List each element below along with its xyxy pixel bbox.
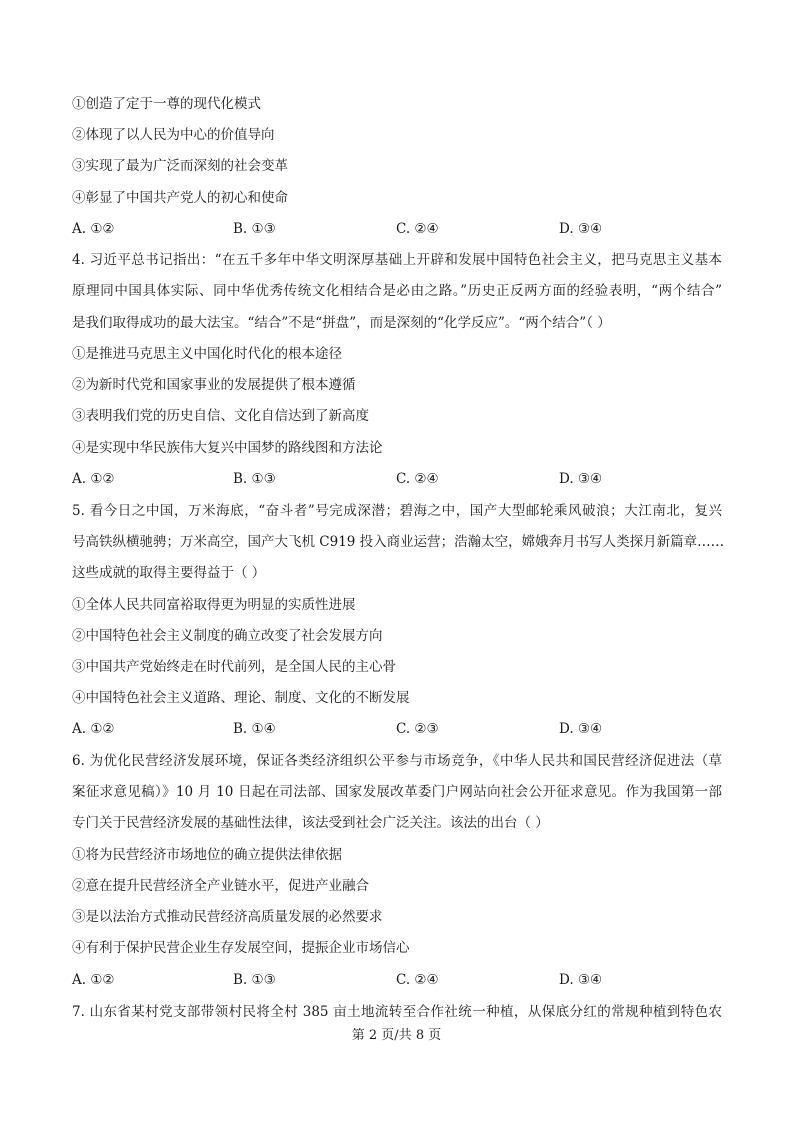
q6-option-b: B. ①③ bbox=[233, 972, 276, 988]
q6-item-3: ③是以法治方式推动民营经济高质量发展的必然要求 bbox=[72, 909, 383, 925]
q5-option-a: A. ①② bbox=[72, 721, 115, 737]
q5-item-2: ②中国特色社会主义制度的确立改变了社会发展方向 bbox=[72, 628, 383, 644]
q4-item-4: ④是实现中华民族伟大复兴中国梦的路线图和方法论 bbox=[72, 440, 383, 456]
q3-option-a: A. ①② bbox=[72, 221, 115, 237]
q6-item-2: ②意在提升民营经济全产业链水平，促进产业融合 bbox=[72, 878, 369, 894]
q4-item-1: ①是推进马克思主义中国化时代化的根本途径 bbox=[72, 346, 342, 362]
q5-options bbox=[72, 720, 722, 738]
q4-option-b: B. ①③ bbox=[233, 471, 276, 487]
q3-option-d: D. ③④ bbox=[559, 221, 603, 237]
page-footer: 第 2 页/共 8 页 bbox=[351, 1028, 442, 1043]
q5-stem-line-3: 这些成就的取得主要得益于（ ） bbox=[72, 565, 266, 581]
q6-option-d: D. ③④ bbox=[559, 972, 603, 988]
q4-options bbox=[72, 470, 722, 488]
q5-item-3: ③中国共产党始终走在时代前列，是全国人民的主心骨 bbox=[72, 659, 396, 675]
q3-options bbox=[72, 220, 722, 238]
q6-stem-line-1: 6. 为优化民营经济发展环境，保证各类经济组织公平参与市场竞争，《中华人民共和国民营经济促进法（草 bbox=[72, 753, 722, 769]
q3-item-3: ③实现了最为广泛而深刻的社会变革 bbox=[72, 158, 288, 174]
q6-item-4: ④有利于保护民营企业生存发展空间，提振企业市场信心 bbox=[72, 940, 410, 956]
q5-stem-line-2: 号高铁纵横驰骋；万米高空，国产大飞机 C919 投入商业运营；浩瀚太空，嫦娥奔月书写人类探月新篇章…… bbox=[72, 534, 725, 550]
q5-item-1: ①全体人民共同富裕取得更为明显的实质性进展 bbox=[72, 597, 356, 613]
q4-item-3: ③表明我们党的历史自信、文化自信达到了新高度 bbox=[72, 408, 369, 424]
q3-item-4: ④彰显了中国共产党人的初心和使命 bbox=[72, 190, 288, 206]
q6-options bbox=[72, 971, 722, 989]
q4-option-c: C. ②④ bbox=[396, 471, 439, 487]
q6-item-1: ①将为民营经济市场地位的确立提供法律依据 bbox=[72, 847, 342, 863]
q3-option-c: C. ②④ bbox=[396, 221, 439, 237]
q3-item-2: ②体现了以人民为中心的价值导向 bbox=[72, 127, 275, 143]
q4-stem-line-2: 原理同中国具体实际、同中华优秀传统文化相结合是必由之路。”历史正反两方面的经验表明，“两个结合” bbox=[72, 283, 722, 299]
q6-option-c: C. ②④ bbox=[396, 972, 439, 988]
q3-item-1: ①创造了定于一尊的现代化模式 bbox=[72, 96, 261, 112]
q5-option-b: B. ①④ bbox=[233, 721, 276, 737]
q4-stem-line-3: 是我们取得成功的最大法宝。“结合”不是“拼盘”，而是深刻的“化学反应”。“两个结合”（ ） bbox=[72, 315, 611, 331]
q7-stem-line-1: 7. 山东省某村党支部带领村民将全村 385 亩土地流转至合作社统一种植，从保底分红的常规种植到特色农 bbox=[72, 1004, 722, 1020]
q5-option-c: C. ②③ bbox=[396, 721, 439, 737]
q6-option-a: A. ①② bbox=[72, 972, 115, 988]
q3-option-b: B. ①③ bbox=[233, 221, 276, 237]
q6-stem-line-3: 专门关于民营经济发展的基础性法律，该法受到社会广泛关注。该法的出台（ ） bbox=[72, 815, 549, 831]
q5-option-d: D. ③④ bbox=[559, 721, 603, 737]
q4-option-a: A. ①② bbox=[72, 471, 115, 487]
q5-item-4: ④中国特色社会主义道路、理论、制度、文化的不断发展 bbox=[72, 690, 410, 706]
q6-stem-line-2: 案征求意见稿）》10 月 10 日起在司法部、国家发展改革委门户网站向社会公开征求意见。作为我国第一部 bbox=[72, 784, 722, 800]
q4-stem-line-1: 4. 习近平总书记指出：“在五千多年中华文明深厚基础上开辟和发展中国特色社会主义，把马克思主义基本 bbox=[72, 252, 722, 268]
q4-option-d: D. ③④ bbox=[559, 471, 603, 487]
q5-stem-line-1: 5. 看今日之中国，万米海底，“奋斗者”号完成深潜；碧海之中，国产大型邮轮乘风破浪；大江南北，复兴 bbox=[72, 503, 722, 519]
q4-item-2: ②为新时代党和国家事业的发展提供了根本遵循 bbox=[72, 377, 356, 393]
